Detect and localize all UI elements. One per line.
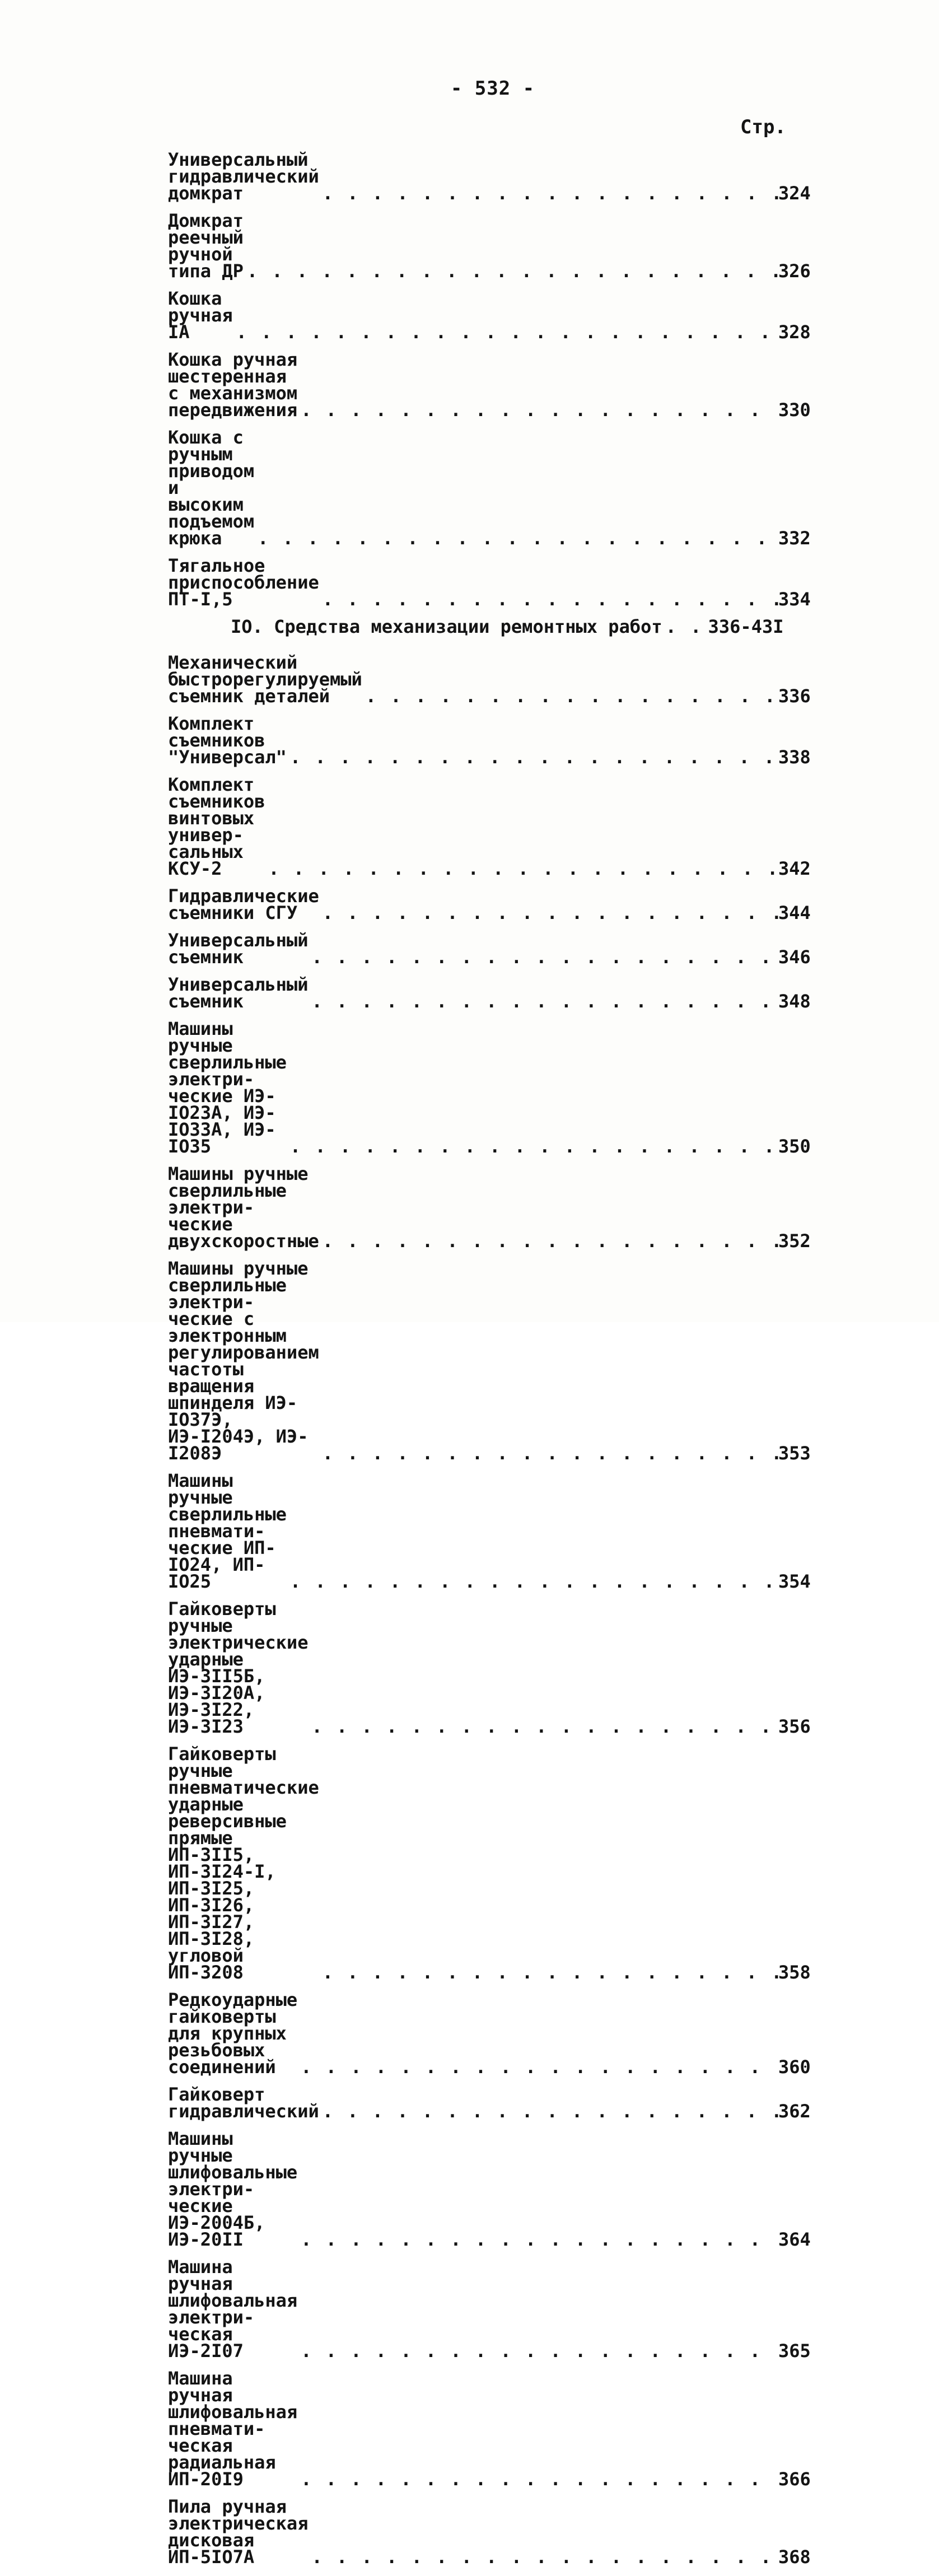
toc-entries-after-section [168, 652, 823, 2568]
dot-leader [297, 402, 778, 418]
dot-leader [287, 1138, 778, 1155]
dot-leader [287, 1573, 778, 1590]
toc-entry-title: Редкоударные гайковерты для крупных резьбовых соединений [168, 1989, 298, 2078]
dot-leader [297, 2231, 778, 2248]
dot-leader [254, 530, 778, 547]
toc-entry [168, 1743, 823, 1983]
toc-entry-title: Комплект съемников "Универсал" [168, 713, 287, 768]
toc-entry [168, 2496, 823, 2568]
toc-entry-page: 332 [778, 528, 811, 549]
section-title: IO. Средства механизации ремонтных работ [231, 616, 662, 637]
toc-entry-title: Гайковерт гидравлический [168, 2084, 319, 2122]
dot-leader [319, 591, 778, 608]
toc-entry-title: Тягальное приспособление ПТ-I,5 [168, 555, 319, 610]
dot-leader [319, 1964, 778, 1981]
dot-leader [362, 688, 778, 704]
toc-entry-title: Гидравлические съемники СГУ [168, 885, 319, 923]
toc-entry [168, 349, 823, 421]
toc-entry [168, 1989, 823, 2078]
dot-leader [244, 263, 778, 279]
toc-entry-title: Домкрат реечный ручной типа ДР [168, 210, 244, 282]
toc-entry-page: 334 [778, 589, 811, 610]
toc-entry [168, 2130, 823, 2248]
toc-entry-page: 338 [778, 746, 811, 768]
dot-leader [297, 2059, 778, 2075]
toc-entry [168, 2370, 823, 2488]
toc-entry-page: 356 [778, 1716, 811, 1737]
toc-entry-page: 344 [778, 902, 811, 923]
toc-entry [168, 1163, 823, 1252]
dot-leader [319, 185, 778, 202]
toc-entry-page: 366 [778, 2468, 811, 2490]
toc-entry [168, 557, 823, 608]
toc-entry-page: 346 [778, 946, 811, 968]
toc-entry-page: 365 [778, 2340, 811, 2362]
toc-entry-title: Кошка ручная IA [168, 288, 233, 343]
dot-leader [287, 749, 778, 766]
toc-entry [168, 288, 823, 343]
toc-entry [168, 930, 823, 968]
toc-entry-page: 354 [778, 1571, 811, 1592]
page-number: - 532 - [450, 77, 535, 100]
dot-leader [265, 860, 778, 877]
toc-entry [168, 210, 823, 282]
toc-entry-title: Гайковерты ручные пневматические ударные реверсивные прямые ИП-3II5, ИП-3I24-I, ИП-3I25, ИП-3I26, ИП-3I27, ИП-3I28, угловой ИП-3208 [168, 1743, 319, 1983]
toc-entry [168, 1600, 823, 1735]
toc-entry-title: Универсальный съемник [168, 930, 309, 968]
dot-leader [308, 2549, 778, 2565]
dot-leader [308, 993, 778, 1010]
toc-entry-title: Машины ручные сверлильные электри- ческие с электронным регулированием частоты вращения шпинделя ИЭ-IO37Э, ИЭ-I204Э, ИЭ-I208Э [168, 1258, 319, 1464]
toc-entry-page: 324 [778, 183, 811, 204]
toc-entry-page: 353 [778, 1443, 811, 1464]
toc-entry-title: Универсальный гидравлический домкрат [168, 149, 319, 204]
dot-leader [319, 1233, 778, 1249]
toc-entry [168, 429, 823, 547]
dot-leader [297, 2342, 778, 2359]
dot-leader [308, 949, 778, 965]
dot-leader [297, 2471, 778, 2488]
table-of-contents [168, 151, 823, 2576]
dot-leader [233, 324, 778, 340]
dot-leader [308, 1718, 778, 1735]
toc-entry-page: 358 [778, 1962, 811, 1983]
toc-entry-title: Кошка ручная шестеренная с механизмом передвижения [168, 349, 298, 421]
section-heading [168, 618, 823, 635]
toc-entry-page: 336 [778, 685, 811, 707]
toc-entry [168, 1472, 823, 1590]
section-page-range: 336-43I [708, 616, 784, 637]
toc-entry-title: Машины ручные сверлильные пневмати- ческие ИП-IO24, ИП-IO25 [168, 1470, 287, 1592]
toc-entry [168, 776, 823, 877]
toc-entry [168, 715, 823, 766]
toc-entry [168, 151, 823, 202]
toc-entry-page: 360 [778, 2056, 811, 2078]
toc-entry-page: 368 [778, 2546, 811, 2568]
toc-entry-page: 350 [778, 1136, 811, 1157]
toc-entry [168, 2086, 823, 2120]
dot-leader [662, 618, 708, 635]
toc-entry-title: Гайковерты ручные электрические ударные ИЭ-3II5Б, ИЭ-3I20A, ИЭ-3I22, ИЭ-3I23 [168, 1598, 309, 1737]
toc-entry-page: 362 [778, 2101, 811, 2122]
toc-entry [168, 1020, 823, 1155]
toc-entry-page: 352 [778, 1230, 811, 1252]
dot-leader [319, 2103, 778, 2120]
dot-leader [319, 904, 778, 921]
toc-entry-title: Машины ручные сверлильные электри- ческие ИЭ-IO23A, ИЭ-IO33A, ИЭ-IO35 [168, 1018, 287, 1157]
toc-entry-title: Пила ручная электрическая дисковая ИП-5IO7A [168, 2496, 309, 2568]
toc-entry-page: 326 [778, 260, 811, 282]
toc-entry [168, 652, 823, 707]
toc-entry-page: 328 [778, 321, 811, 343]
page-column-label: Стр. [740, 116, 786, 138]
toc-entries-before-section [168, 151, 823, 608]
toc-entry-title: Кошка с ручным приводом и высоким подъемом крюка [168, 427, 255, 549]
dot-leader [319, 1445, 778, 1462]
toc-entry [168, 885, 823, 923]
toc-entry-page: 364 [778, 2229, 811, 2250]
toc-entry [168, 976, 823, 1010]
toc-entry-page: 348 [778, 991, 811, 1012]
toc-entry-title: Механический быстрорегулируемый съемник деталей [168, 652, 362, 707]
toc-entry-title: Универсальный съемник [168, 974, 309, 1012]
toc-entry-page: 342 [778, 858, 811, 879]
toc-entry-title: Машина ручная шлифовальная пневмати- ческая радиальная ИП-20I9 [168, 2368, 298, 2490]
toc-entry-title: Комплект съемников винтовых универ- сальных КСУ-2 [168, 774, 265, 879]
toc-entry [168, 2256, 823, 2362]
toc-entry [168, 1260, 823, 1462]
toc-entry-title: Машины ручные шлифовальные электри- ческие ИЭ-2004Б, ИЭ-20II [168, 2128, 298, 2250]
toc-entry-title: Машина ручная шлифовальная электри- ческая ИЭ-2I07 [168, 2256, 298, 2362]
toc-entry-title: Машины ручные сверлильные электри- ческие двухскоростные [168, 1163, 319, 1252]
toc-entry-page: 330 [778, 399, 811, 421]
